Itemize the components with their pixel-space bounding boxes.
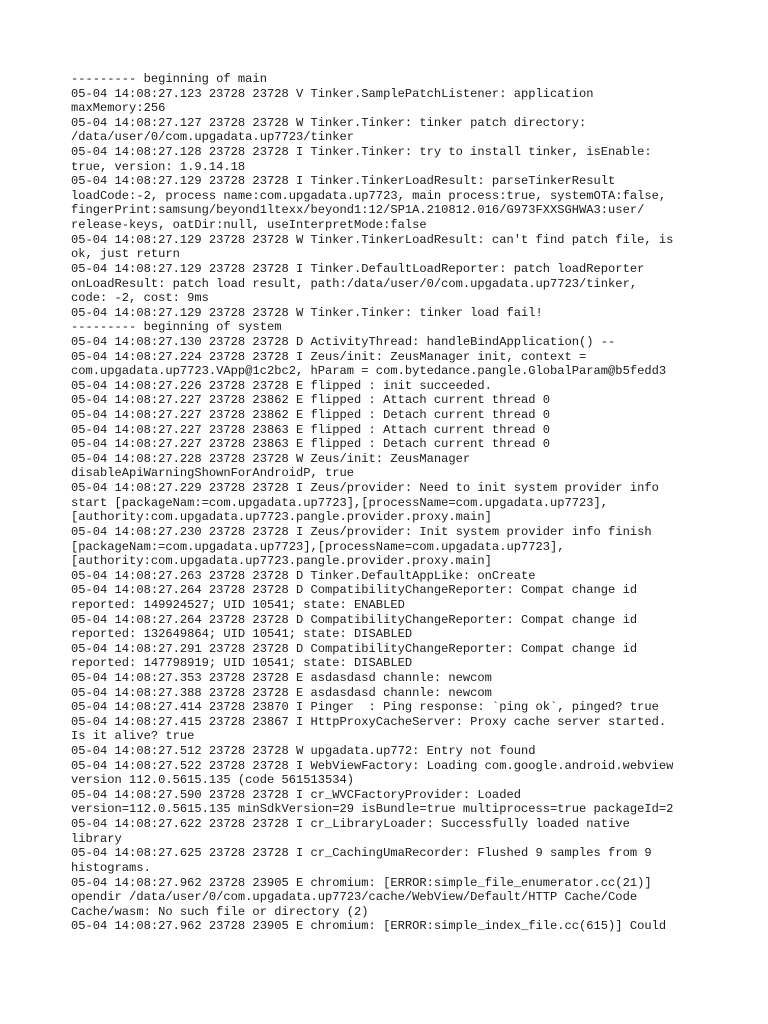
- log-line: [packageNam:=com.upgadata.up7723],[processName=com.upgadata.up7723],: [71, 539, 565, 554]
- log-line: 05-04 14:08:27.123 23728 23728 V Tinker.SamplePatchListener: application: [71, 86, 594, 101]
- log-line: 05-04 14:08:27.353 23728 23728 E asdasdasd channle: newcom: [71, 670, 492, 685]
- log-line: histograms.: [71, 860, 151, 875]
- log-line: release-keys, oatDir:null, useInterpretMode:false: [71, 218, 427, 233]
- log-line: 05-04 14:08:27.227 23728 23862 E flipped : Detach current thread 0: [71, 408, 550, 423]
- log-line: 05-04 14:08:27.512 23728 23728 W upgadata.up772: Entry not found: [71, 744, 536, 759]
- log-line: 05-04 14:08:27.522 23728 23728 I WebViewFactory: Loading com.google.android.webview: [71, 758, 674, 773]
- log-line: reported: 132649864; UID 10541; state: DISABLED: [71, 627, 413, 642]
- log-line: library: [71, 831, 122, 846]
- log-line: 05-04 14:08:27.227 23728 23863 E flipped : Attach current thread 0: [71, 422, 550, 437]
- log-line: Cache/wasm: No such file or directory (2): [71, 904, 369, 919]
- log-line: opendir /data/user/0/com.upgadata.up7723/cache/WebView/Default/HTTP Cache/Code: [71, 890, 638, 905]
- log-line: 05-04 14:08:27.263 23728 23728 D Tinker.DefaultAppLike: onCreate: [71, 568, 536, 583]
- log-line: 05-04 14:08:27.962 23728 23905 E chromium: [ERROR:simple_file_enumerator.cc(21)]: [71, 875, 652, 890]
- log-line: [authority:com.upgadata.up7723.pangle.provider.proxy.main]: [71, 510, 492, 525]
- log-line: 05-04 14:08:27.415 23728 23867 I HttpProxyCacheServer: Proxy cache server started.: [71, 714, 667, 729]
- log-line: 05-04 14:08:27.962 23728 23905 E chromium: [ERROR:simple_index_file.cc(615)] Could: [71, 919, 667, 934]
- log-line: 05-04 14:08:27.129 23728 23728 W Tinker.TinkerLoadResult: can't find patch file, is: [71, 232, 674, 247]
- log-line: 05-04 14:08:27.230 23728 23728 I Zeus/provider: Init system provider info finish: [71, 524, 652, 539]
- log-line: reported: 149924527; UID 10541; state: ENABLED: [71, 597, 405, 612]
- log-line: code: -2, cost: 9ms: [71, 291, 209, 306]
- log-line: 05-04 14:08:27.264 23728 23728 D CompatibilityChangeReporter: Compat change id: [71, 583, 638, 598]
- log-line: 05-04 14:08:27.227 23728 23862 E flipped : Attach current thread 0: [71, 393, 550, 408]
- log-line: 05-04 14:08:27.625 23728 23728 I cr_CachingUmaRecorder: Flushed 9 samples from 9: [71, 846, 652, 861]
- log-line: /data/user/0/com.upgadata.up7723/tinker: [71, 130, 355, 145]
- log-line: [authority:com.upgadata.up7723.pangle.provider.proxy.main]: [71, 554, 492, 569]
- log-line: true, version: 1.9.14.18: [71, 159, 246, 174]
- log-line: start [packageNam:=com.upgadata.up7723],[processName=com.upgadata.up7723],: [71, 495, 609, 510]
- log-line: 05-04 14:08:27.228 23728 23728 W Zeus/init: ZeusManager: [71, 451, 471, 466]
- log-line: 05-04 14:08:27.128 23728 23728 I Tinker.Tinker: try to install tinker, isEnable:: [71, 145, 652, 160]
- log-line: 05-04 14:08:27.414 23728 23870 I Pinger : Ping response: `ping ok`, pinged? true: [71, 700, 659, 715]
- log-line: loadCode:-2, process name:com.upgadata.up7723, main process:true, systemOTA:false,: [71, 188, 667, 203]
- log-line: 05-04 14:08:27.229 23728 23728 I Zeus/provider: Need to init system provider info: [71, 481, 659, 496]
- log-text: [71, 72, 711, 934]
- log-line: version=112.0.5615.135 minSdkVersion=29 isBundle=true multiprocess=true packageId=2: [71, 802, 674, 817]
- log-line: --------- beginning of main: [71, 72, 267, 86]
- log-line: 05-04 14:08:27.129 23728 23728 I Tinker.DefaultLoadReporter: patch loadReporter: [71, 261, 645, 276]
- log-line: fingerPrint:samsung/beyond1ltexx/beyond1:12/SP1A.210812.016/G973FXXSGHWA3:user/: [71, 203, 645, 218]
- log-line: 05-04 14:08:27.291 23728 23728 D CompatibilityChangeReporter: Compat change id: [71, 641, 638, 656]
- log-line: 05-04 14:08:27.622 23728 23728 I cr_LibraryLoader: Successfully loaded native: [71, 817, 630, 832]
- log-line: ok, just return: [71, 247, 180, 262]
- log-line: 05-04 14:08:27.264 23728 23728 D CompatibilityChangeReporter: Compat change id: [71, 612, 638, 627]
- log-line: 05-04 14:08:27.129 23728 23728 I Tinker.TinkerLoadResult: parseTinkerResult: [71, 174, 616, 189]
- log-line: com.upgadata.up7723.VApp@1c2bc2, hParam = com.bytedance.pangle.GlobalParam@b5fedd3: [71, 364, 667, 379]
- log-line: --------- beginning of system: [71, 320, 282, 335]
- log-line: Is it alive? true: [71, 729, 195, 744]
- log-line: 05-04 14:08:27.388 23728 23728 E asdasdasd channle: newcom: [71, 685, 492, 700]
- log-line: 05-04 14:08:27.590 23728 23728 I cr_WVCFactoryProvider: Loaded: [71, 787, 521, 802]
- log-line: 05-04 14:08:27.127 23728 23728 W Tinker.Tinker: tinker patch directory:: [71, 115, 587, 130]
- log-line: 05-04 14:08:27.129 23728 23728 W Tinker.Tinker: tinker load fail!: [71, 305, 543, 320]
- log-line: version 112.0.5615.135 (code 561513534): [71, 773, 355, 788]
- log-line: 05-04 14:08:27.130 23728 23728 D ActivityThread: handleBindApplication() --: [71, 334, 616, 349]
- log-line: 05-04 14:08:27.224 23728 23728 I Zeus/init: ZeusManager init, context =: [71, 349, 587, 364]
- log-line: onLoadResult: patch load result, path:/data/user/0/com.upgadata.up7723/tinker,: [71, 276, 638, 291]
- log-line: reported: 147798919; UID 10541; state: DISABLED: [71, 656, 413, 671]
- log-line: 05-04 14:08:27.227 23728 23863 E flipped : Detach current thread 0: [71, 437, 550, 452]
- log-line: 05-04 14:08:27.226 23728 23728 E flipped : init succeeded.: [71, 378, 492, 393]
- log-line: disableApiWarningShownForAndroidP, true: [71, 466, 355, 481]
- log-line: maxMemory:256: [71, 101, 166, 116]
